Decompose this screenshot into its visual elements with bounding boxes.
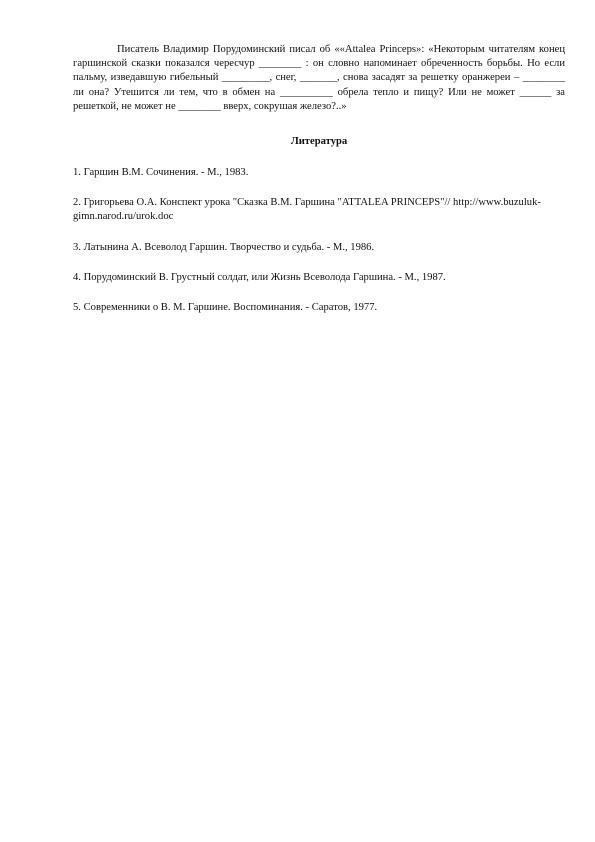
literature-item: 5. Современники о В. М. Гаршине. Воспоминания. - Саратов, 1977. [73,302,378,314]
literature-item: 1. Гаршин В.М. Сочинения. - М., 1983. [73,167,249,178]
intro-paragraph: Писатель Владимир Порудоминский писал об ««Attalea Princeps»: «Некоторым читателям конец гаршинской сказки показался чересчур ________ : он словно напоминает обреченность борьбы. Но если пальму, изведавшую гибельный _________, снег, _______, снова засадят за решетку оранжереи – ________ ли она? Утешится ли тем, что в обмен на __________ обрела тепло и пищу? Или не может ______ за решеткой, не может не ________ вверх, сокрушая железо?..» [73,44,565,112]
literature-list [73,166,565,331]
literature-item: 3. Латынина А. Всеволод Гаршин. Творчество и судьба. - М., 1986. [73,241,375,253]
literature-heading: Литература [290,136,348,147]
literature-item: 2. Григорьева О.А. Конспект урока "Сказка В.М. Гаршина "ATTALEA PRINCEPS"// http://www.buzuluk-gimn.narod.ru/urok.doc [73,197,541,223]
literature-item: 4. Порудоминский В. Грустный солдат, или Жизнь Всеволода Гаршина. - М., 1987. [73,271,446,283]
